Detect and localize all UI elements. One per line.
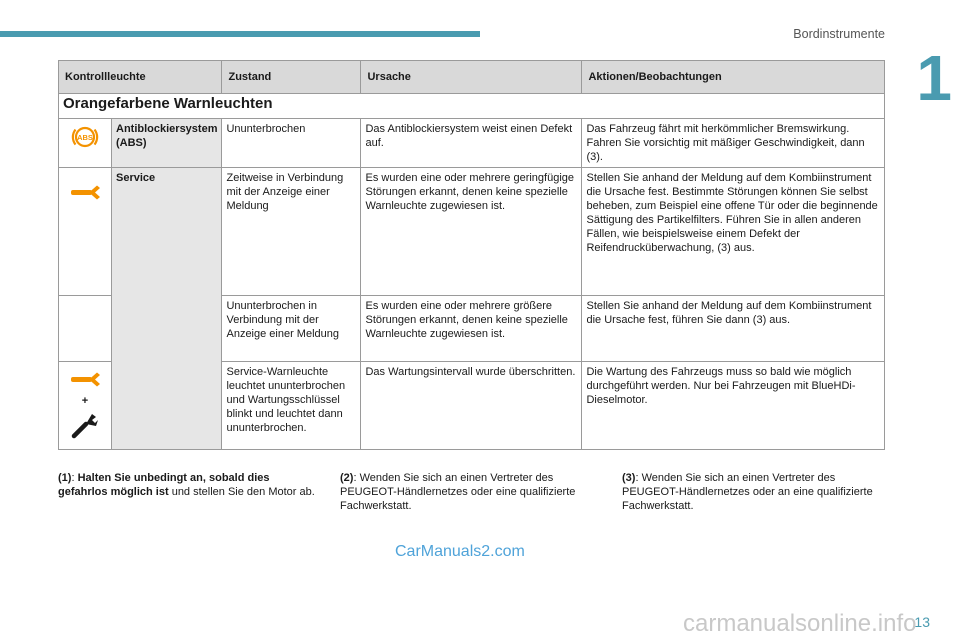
action-cell: Das Fahrzeug fährt mit herkömmlicher Bremswirkung. Fahren Sie vorsichtig mit mäßiger Geschwindigkeit, dann (3).	[582, 119, 885, 168]
warning-light-name: Service	[112, 168, 222, 450]
cause-cell: Das Wartungsintervall wurde überschritten.	[361, 362, 582, 450]
table-row	[59, 119, 885, 168]
page-number: 13	[914, 614, 930, 630]
section-title: Bordinstrumente	[793, 27, 885, 41]
footnote-ref: (2)	[340, 472, 354, 484]
footnote-text: und stellen Sie den Motor ab.	[168, 486, 315, 498]
footnote-2	[340, 471, 590, 513]
group-title: Orangefarbene Warnleuchten	[59, 94, 885, 119]
table-row	[59, 168, 885, 296]
warning-light-name: Antiblockiersystem (ABS)	[112, 119, 222, 168]
column-header-actions: Aktionen/Beobachtungen	[582, 61, 885, 94]
service-wrench-icon	[59, 168, 112, 296]
cause-cell: Es wurden eine oder mehrere größere Störungen erkannt, denen keine spezielle Warnleuchte zugewiesen ist.	[361, 296, 582, 362]
footnote-text: : Wenden Sie sich an einen Vertreter des PEUGEOT-Händlernetzes oder an eine qualifizierte Fachwerkstatt.	[622, 472, 873, 512]
action-cell: Die Wartung des Fahrzeugs muss so bald wie möglich durchgeführt werden. Nur bei Fahrzeugen mit BlueHDi-Dieselmotor.	[582, 362, 885, 450]
footnote-text: : Wenden Sie sich an einen Vertreter des PEUGEOT-Händlernetzes oder eine qualifizierte Fachwerkstatt.	[340, 472, 576, 512]
group-row	[59, 94, 885, 119]
action-cell: Stellen Sie anhand der Meldung auf dem Kombiinstrument die Ursache fest. Bestimmte Störungen können Sie selbst beheben, zum Beispiel eine offene Tür oder die beginnende Sättigung des Partikelfilters. Führen Sie in allen anderen Fällen, wie beispielsweise einem Defekt der Reifendrucküberwachung, (3) aus.	[582, 168, 885, 296]
action-cell: Stellen Sie anhand der Meldung auf dem Kombiinstrument die Ursache fest, führen Sie dann (3) aus.	[582, 296, 885, 362]
plus-sign: +	[81, 395, 89, 407]
service-wrench-icon	[69, 370, 101, 388]
service-and-maintenance-icons	[59, 362, 112, 450]
maintenance-wrench-icon	[70, 410, 100, 440]
warning-lights-table	[58, 60, 885, 450]
column-header-cause: Ursache	[361, 61, 582, 94]
watermark-footer: carmanualsonline.info	[683, 610, 917, 637]
svg-text:ABS: ABS	[77, 133, 93, 142]
top-accent-bar	[0, 31, 480, 37]
state-cell: Zeitweise in Verbindung mit der Anzeige einer Meldung	[222, 168, 361, 296]
state-cell: Service-Warnleuchte leuchtet ununterbrochen und Wartungsschlüssel blinkt und leuchtet dann ununterbrochen.	[222, 362, 361, 450]
state-cell: Ununterbrochen	[222, 119, 361, 168]
cause-cell: Es wurden eine oder mehrere geringfügige Störungen erkannt, denen keine spezielle Warnleuchte zugewiesen ist.	[361, 168, 582, 296]
footnote-bold-text: Halten Sie unbedingt an, sobald dies gefahrlos möglich ist	[58, 472, 270, 498]
footnote-ref: (3)	[622, 472, 636, 484]
cause-cell: Das Antiblockiersystem weist einen Defekt auf.	[361, 119, 582, 168]
footnote-ref: (1)	[58, 472, 72, 484]
footnote-3	[622, 471, 877, 513]
column-header-state: Zustand	[222, 61, 361, 94]
empty-icon-cell	[59, 296, 112, 362]
table-header-row	[59, 61, 885, 94]
chapter-number: 1	[916, 42, 952, 114]
column-header-warning-light: Kontrollleuchte	[59, 61, 222, 94]
state-cell: Ununterbrochen in Verbindung mit der Anzeige einer Meldung	[222, 296, 361, 362]
watermark-link[interactable]: CarManuals2.com	[395, 543, 525, 560]
abs-warning-icon	[59, 119, 112, 168]
footnote-1: (1): Halten Sie unbedingt an, sobald dies gefahrlos möglich ist und stellen Sie den Motor ab.	[58, 472, 315, 498]
